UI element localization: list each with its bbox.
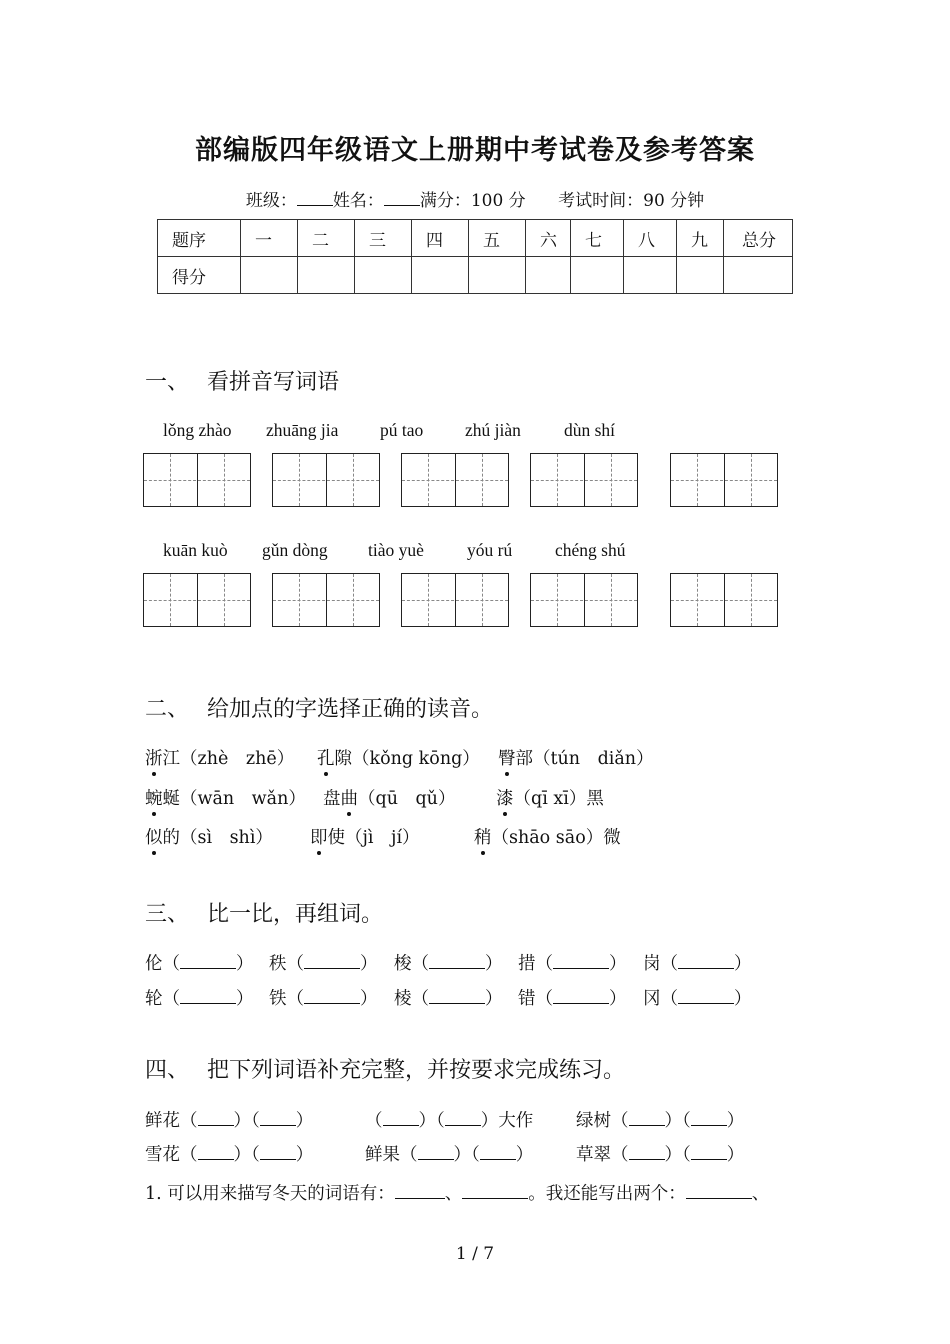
answer-blank[interactable] [395, 1184, 445, 1199]
compare-item: 铁（ ） [269, 989, 378, 1009]
compare-char: 轮 [145, 989, 163, 1009]
pinyin: zhú jiàn [465, 420, 521, 440]
reading-item [145, 745, 294, 770]
compare-item: 措（ ） [518, 954, 627, 974]
score-header-cell: 一 [241, 220, 298, 257]
score-cell[interactable] [412, 257, 469, 294]
compare-item: 梭（ ） [394, 954, 503, 974]
pinyin: pú tao [380, 420, 424, 440]
dotted-char: 蜿 [145, 785, 163, 810]
compare-item: 岗（ ） [643, 954, 752, 974]
score-header-cell: 八 [624, 220, 677, 257]
answer-blank[interactable] [691, 1111, 727, 1126]
answer-blank[interactable] [629, 1111, 665, 1126]
pinyin: lǒng zhào [163, 420, 232, 440]
plain-char: 盘 [323, 789, 341, 809]
score-header-cell: 二 [298, 220, 355, 257]
answer-blank[interactable] [260, 1111, 296, 1126]
section-number: 一、 [145, 370, 190, 395]
reading-options: （shāo sāo）微 [491, 828, 621, 848]
section-1-heading [145, 365, 339, 396]
answer-blank[interactable] [686, 1184, 752, 1199]
score-header-cell: 三 [355, 220, 412, 257]
dotted-char: 臀 [498, 745, 516, 770]
compare-item: 轮（ ） [145, 989, 254, 1009]
compare-char: 棱 [394, 989, 412, 1009]
score-cell[interactable] [298, 257, 355, 294]
dotted-char: 曲 [341, 785, 359, 810]
writing-grid[interactable] [401, 573, 509, 627]
dotted-char: 似 [145, 824, 163, 849]
writing-grid[interactable] [670, 573, 778, 627]
compare-item: 秩（ ） [269, 954, 378, 974]
answer-blank[interactable] [691, 1145, 727, 1160]
pinyin: tiào yuè [368, 540, 424, 560]
reading-item [474, 824, 621, 849]
score-row-label: 得分 [158, 257, 241, 294]
full-score: 满分：100 分 [419, 191, 526, 211]
writing-grid[interactable] [670, 453, 778, 507]
answer-blank[interactable] [678, 954, 734, 969]
score-header-cell: 五 [469, 220, 526, 257]
class-label: 班级： [245, 191, 297, 211]
answer-blank[interactable] [304, 954, 360, 969]
writing-grid[interactable] [401, 453, 509, 507]
answer-blank[interactable] [462, 1184, 528, 1199]
section-number: 四、 [145, 1058, 190, 1083]
section-title: 给加点的字选择正确的读音。 [207, 697, 494, 722]
answer-blank[interactable] [180, 989, 236, 1004]
score-table [157, 219, 793, 294]
idiom-word: 绿树 [576, 1111, 611, 1131]
pinyin: gǔn dòng [262, 540, 328, 560]
reading-options: 部（tún diǎn） [515, 749, 654, 769]
answer-blank[interactable] [629, 1145, 665, 1160]
compare-item: 错（ ） [518, 989, 627, 1009]
answer-blank[interactable] [480, 1145, 516, 1160]
reading-options: 使（jì jí） [327, 828, 420, 848]
name-label: 姓名： [332, 191, 384, 211]
reading-options: 江（zhè zhē） [162, 749, 295, 769]
pinyin: zhuāng jia [266, 420, 339, 440]
pinyin: dùn shí [564, 420, 616, 440]
question-text: 1. 可以用来描写冬天的词语有： [145, 1184, 395, 1204]
score-cell[interactable] [526, 257, 571, 294]
score-cell[interactable] [724, 257, 793, 294]
score-cell[interactable] [677, 257, 724, 294]
section-title: 看拼音写词语 [207, 370, 340, 395]
answer-blank[interactable] [260, 1145, 296, 1160]
answer-blank[interactable] [383, 1111, 419, 1126]
reading-options: （qī xī）黑 [513, 789, 604, 809]
score-header-cell: 四 [412, 220, 469, 257]
compare-char: 梭 [394, 954, 412, 974]
reading-item [496, 785, 604, 810]
answer-blank[interactable] [445, 1111, 481, 1126]
reading-options: 隙（kǒng kōng） [334, 749, 480, 769]
reading-item [498, 745, 654, 770]
score-row [158, 257, 793, 294]
exam-time: 考试时间：90 分钟 [558, 191, 705, 211]
dotted-char: 漆 [496, 785, 514, 810]
section-2-heading [145, 692, 493, 723]
idiom-item: 鲜果（ ）（ ） [365, 1145, 534, 1165]
writing-grid[interactable] [530, 453, 638, 507]
compare-char: 措 [518, 954, 536, 974]
dotted-char: 即 [310, 824, 328, 849]
section-title: 把下列词语补充完整，并按要求完成练习。 [207, 1058, 626, 1083]
score-header-cell: 总分 [724, 220, 793, 257]
score-header-cell: 七 [571, 220, 624, 257]
writing-grid[interactable] [143, 573, 251, 627]
writing-grid[interactable] [143, 453, 251, 507]
reading-item [145, 824, 273, 849]
compare-char: 秩 [269, 954, 287, 974]
section-title: 比一比，再组词。 [207, 902, 384, 927]
answer-blank[interactable] [418, 1145, 454, 1160]
section-number: 二、 [145, 697, 190, 722]
question-1: 1. 可以用来描写冬天的词语有： 、 。我还能写出两个： 、 [145, 1184, 770, 1204]
question-text: 。我还能写出两个： [528, 1184, 686, 1204]
answer-blank[interactable] [429, 989, 485, 1004]
class-blank[interactable] [297, 189, 333, 206]
dotted-char: 稍 [474, 824, 492, 849]
score-cell[interactable] [624, 257, 677, 294]
answer-blank[interactable] [198, 1145, 234, 1160]
answer-blank[interactable] [553, 989, 609, 1004]
compare-char: 错 [518, 989, 536, 1009]
reading-options: 蜒（wān wǎn） [162, 789, 306, 809]
answer-blank[interactable] [429, 954, 485, 969]
score-cell[interactable] [469, 257, 526, 294]
idiom-item: 雪花（ ）（ ） [145, 1145, 314, 1165]
answer-blank[interactable] [304, 989, 360, 1004]
score-header-cell: 六 [526, 220, 571, 257]
exam-info [0, 186, 950, 211]
compare-item: 冈（ ） [643, 989, 752, 1009]
answer-blank[interactable] [198, 1111, 234, 1126]
compare-char: 冈 [643, 989, 661, 1009]
name-blank[interactable] [384, 189, 420, 206]
pinyin: yóu rú [467, 540, 513, 560]
idiom-word: 大作 [498, 1111, 534, 1131]
reading-options: （qū qǔ） [358, 789, 456, 809]
compare-item: 棱（ ） [394, 989, 503, 1009]
dotted-char: 孔 [317, 745, 335, 770]
writing-grid[interactable] [530, 573, 638, 627]
score-cell[interactable] [241, 257, 298, 294]
idiom-item: （ ）（ ）大作 [365, 1111, 534, 1131]
reading-item [317, 745, 480, 770]
compare-item: 伦（ ） [145, 954, 254, 974]
section-3-heading [145, 897, 383, 928]
idiom-word: 鲜花 [145, 1111, 180, 1131]
writing-grid[interactable] [272, 453, 380, 507]
compare-char: 岗 [643, 954, 661, 974]
compare-char: 铁 [269, 989, 287, 1009]
score-header-row [158, 220, 793, 257]
answer-blank[interactable] [180, 954, 236, 969]
score-header-cell: 题序 [158, 220, 241, 257]
answer-blank[interactable] [678, 989, 734, 1004]
pinyin: kuān kuò [163, 540, 228, 560]
reading-item [145, 785, 306, 810]
idiom-item: 鲜花（ ）（ ） [145, 1111, 314, 1131]
score-cell[interactable] [571, 257, 624, 294]
reading-item [323, 785, 455, 810]
score-header-cell: 九 [677, 220, 724, 257]
reading-options: 的（sì shì） [162, 828, 273, 848]
idiom-word: 草翠 [576, 1145, 611, 1165]
idiom-word: 雪花 [145, 1145, 180, 1165]
compare-char: 伦 [145, 954, 163, 974]
reading-item [310, 824, 420, 849]
page-number: 1 / 7 [455, 1244, 495, 1264]
dotted-char: 浙 [145, 745, 163, 770]
pinyin: chéng shú [555, 540, 626, 560]
idiom-item: 绿树（ ）（ ） [576, 1111, 745, 1131]
section-number: 三、 [145, 902, 190, 927]
idiom-word: 鲜果 [365, 1145, 400, 1165]
score-cell[interactable] [355, 257, 412, 294]
answer-blank[interactable] [553, 954, 609, 969]
idiom-item: 草翠（ ）（ ） [576, 1145, 745, 1165]
page-title: 部编版四年级语文上册期中考试卷及参考答案 [195, 135, 755, 166]
writing-grid[interactable] [272, 573, 380, 627]
section-4-heading [145, 1053, 625, 1084]
